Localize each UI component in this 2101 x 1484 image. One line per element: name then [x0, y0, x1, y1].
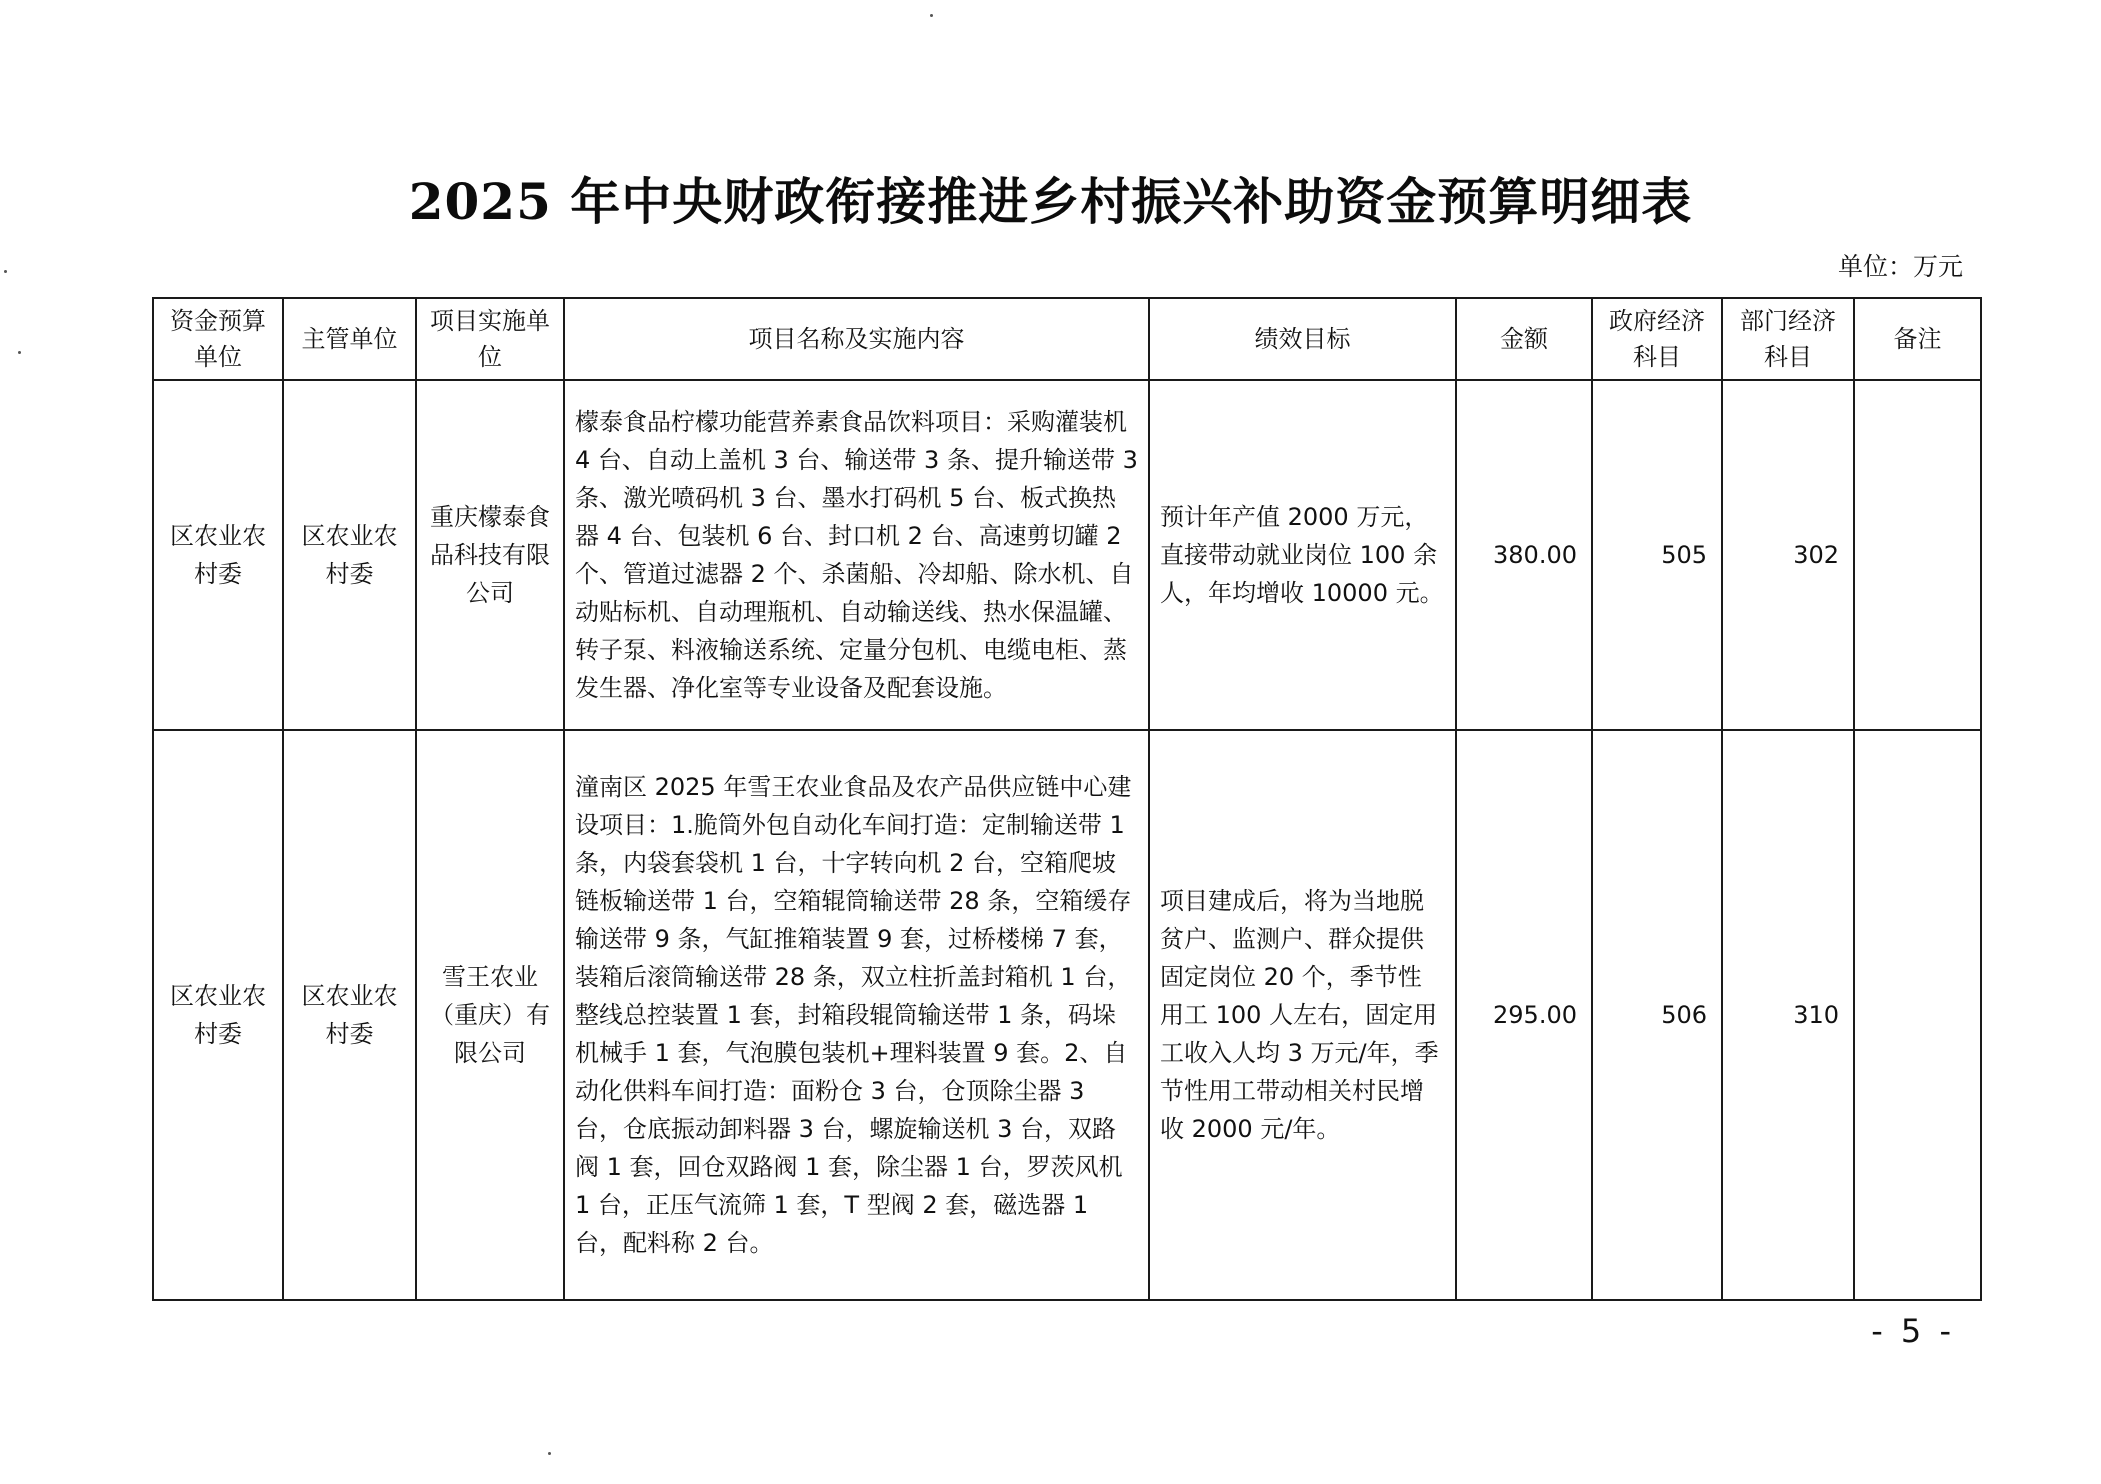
cell-supervising-unit: 区农业农村委 [283, 380, 416, 730]
table-row [153, 380, 1981, 730]
header-implementing-unit: 项目实施单位 [416, 298, 564, 380]
document-title: 2025 年中央财政衔接推进乡村振兴补助资金预算明细表 [408, 172, 1693, 231]
cell-gov-econ-subject: 506 [1592, 730, 1722, 1300]
header-amount: 金额 [1456, 298, 1592, 380]
cell-implementing-unit: 雪王农业（重庆）有限公司 [416, 730, 564, 1300]
cell-amount: 380.00 [1456, 380, 1592, 730]
page-number: - 5 - [1871, 1312, 1955, 1350]
header-supervising-unit: 主管单位 [283, 298, 416, 380]
cell-dept-econ-subject: 310 [1722, 730, 1854, 1300]
cell-remark [1854, 380, 1981, 730]
cell-budget-unit: 区农业农村委 [153, 730, 283, 1300]
cell-project: 檬泰食品柠檬功能营养素食品饮料项目：采购灌装机 4 台、自动上盖机 3 台、输送带 3 条、提升输送带 3 条、激光喷码机 3 台、墨水打码机 5 台、板式换热器 4 台、包装机 6 台、封口机 2 台、高速剪切罐 2 个、管道过滤器 2 个、杀菌船、冷却船、除水机、自动贴标机、自动理瓶机、自动输送线、热水保温罐、转子泵、料液输送系统、定量分包机、电缆电柜、蒸发生器、净化室等专业设备及配套设施。 [564, 380, 1149, 730]
header-project: 项目名称及实施内容 [564, 298, 1149, 380]
scan-speck [548, 1452, 551, 1455]
header-remark: 备注 [1854, 298, 1981, 380]
cell-budget-unit: 区农业农村委 [153, 380, 283, 730]
cell-performance-target: 预计年产值 2000 万元，直接带动就业岗位 100 余人，年均增收 10000 元。 [1149, 380, 1456, 730]
header-budget-unit: 资金预算单位 [153, 298, 283, 380]
table-row [153, 730, 1981, 1300]
cell-implementing-unit: 重庆檬泰食品科技有限公司 [416, 380, 564, 730]
scan-speck [930, 14, 933, 17]
scan-speck [18, 351, 21, 354]
cell-gov-econ-subject: 505 [1592, 380, 1722, 730]
cell-dept-econ-subject: 302 [1722, 380, 1854, 730]
cell-project: 潼南区 2025 年雪王农业食品及农产品供应链中心建设项目：1.脆筒外包自动化车间打造：定制输送带 1 条，内袋套袋机 1 台，十字转向机 2 台，空箱爬坡链板输送带 1 台，空箱辊筒输送带 28 条，空箱缓存输送带 9 条，气缸推箱装置 9 套，过桥楼梯 7 套，装箱后滚筒输送带 28 条，双立柱折盖封箱机 1 台，整线总控装置 1 套，封箱段辊筒输送带 1 条，码垛机械手 1 套，气泡膜包装机+理料装置 9 套。2、自动化供料车间打造：面粉仓 3 台，仓顶除尘器 3 台，仓底振动卸料器 3 台，螺旋输送机 3 台，双路阀 1 套，回仓双路阀 1 套，除尘器 1 台，罗茨风机 1 台，正压气流筛 1 套，T 型阀 2 套，磁选器 1 台，配料称 2 台。 [564, 730, 1149, 1300]
cell-performance-target: 项目建成后，将为当地脱贫户、监测户、群众提供固定岗位 20 个，季节性用工 100 人左右，固定用工收入人均 3 万元/年，季节性用工带动相关村民增收 2000 元/年。 [1149, 730, 1456, 1300]
scan-speck [4, 270, 7, 273]
table-header-row [153, 298, 1981, 380]
unit-note: 单位：万元 [1837, 252, 1963, 281]
header-gov-econ-subject: 政府经济科目 [1592, 298, 1722, 380]
header-performance-target: 绩效目标 [1149, 298, 1456, 380]
cell-remark [1854, 730, 1981, 1300]
cell-supervising-unit: 区农业农村委 [283, 730, 416, 1300]
budget-table [152, 297, 1982, 1301]
header-dept-econ-subject: 部门经济科目 [1722, 298, 1854, 380]
cell-amount: 295.00 [1456, 730, 1592, 1300]
